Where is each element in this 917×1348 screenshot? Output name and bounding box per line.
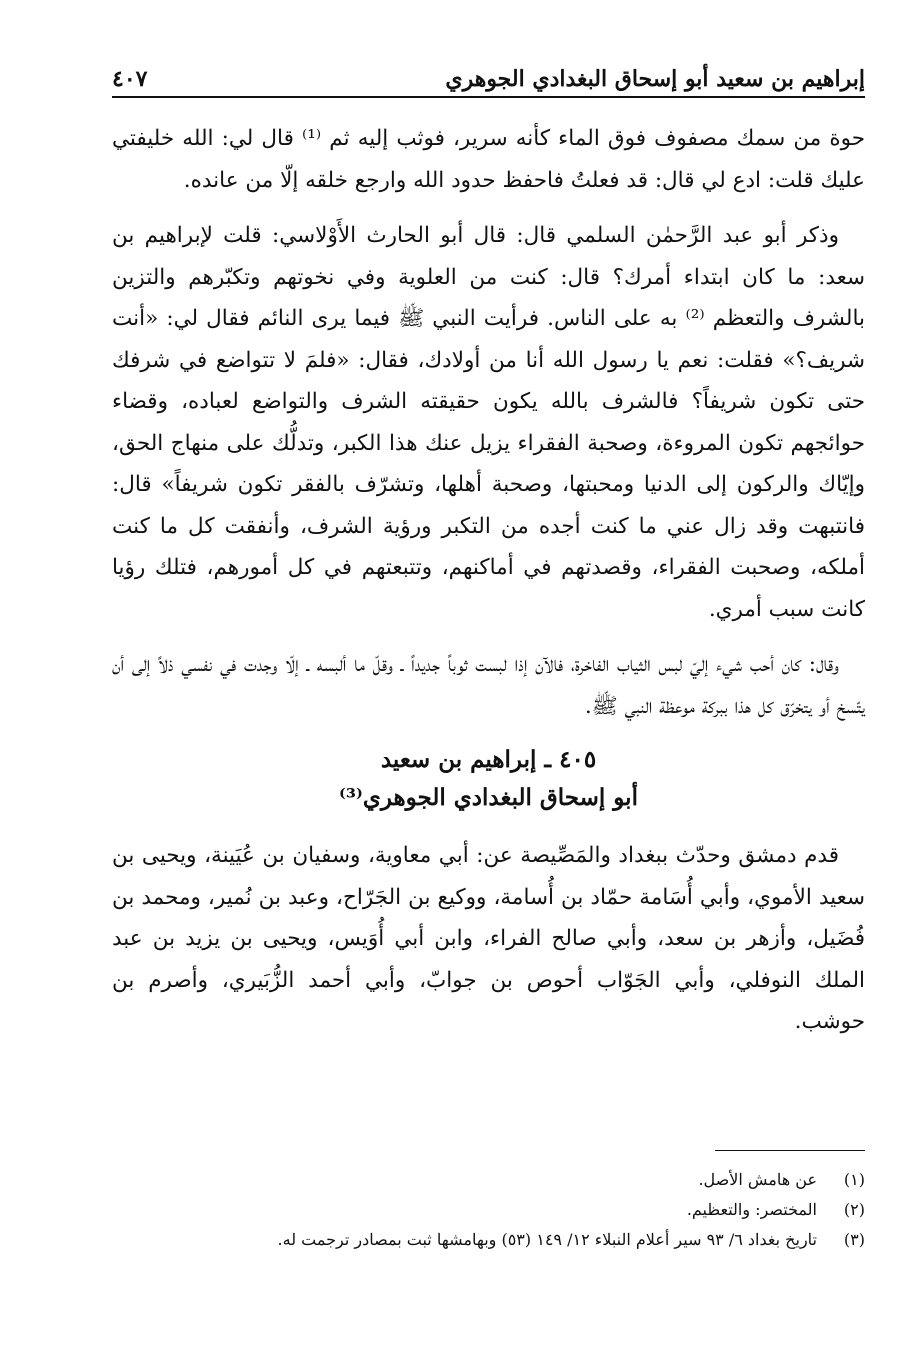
footnote-number: (١)	[843, 1170, 865, 1189]
footnote-1	[112, 1165, 865, 1195]
footnote-2	[112, 1195, 865, 1225]
page-number: ٤٠٧	[112, 66, 148, 92]
footnote-text: عن هامش الأصل.	[698, 1170, 817, 1189]
entry-heading-kunya: أبو إسحاق البغدادي الجوهري⁽³⁾	[339, 784, 638, 811]
page-body	[112, 118, 865, 1057]
paragraph-narration: وذكر أبو عبد الرَّحمٰن السلمي قال: قال أبو الحارث الأَوْلاسي: قلت لإبراهيم بن سعد: ما كان ابتداء أمرك؟ قال: كنت من العلوية وفي نخوتهم وتكبّرهم والتزين بالشرف والتعظم ⁽²⁾ به على الناس. فرأيت النبي ﷺ فيما يرى النائم فقال لي: «أنت شريف؟» فقلت: نعم يا رسول الله أنا من أولادك، فقال: «فلمَ لا تتواضع في شرفك حتى تكون شريفاً؟ فالشرف بالله يكون حقيقته الشرف والتواضع لعباده، وقضاء حوائجهم تكون المروءة، وصحبة الفقراء يزيل عنك هذا الكبر، وتدلُّك على منهاج الحق، وإيّاك والركون إلى الدنيا ومحبتها، وصحبة أهلها، وتشرّف بالفقر تكون شريفاً» قال: فانتبهت وقد زال عني ما كنت أجده من التكبر ورؤية الشرف، وأنفقت كل ما كنت أملكه، وصحبت الفقراء، وقصدتهم في أماكنهم، وتتبعتهم في كل أمورهم، فتلك رؤيا كانت سبب أمري.	[112, 223, 866, 622]
page-header	[112, 56, 865, 98]
footnote-divider	[715, 1150, 865, 1151]
paragraph-clothing: وقال: كان أحب شيء إليّ لبس الثياب الفاخرة، فالآن إذا لبست ثوباً جديداً ـ وقلّ ما ألبسه ـ إلّا وجدت في نفسي ذلاً إلى أن يتّسخ أو يتخرّق كل هذا ببركة موعظة النبي ﷺ.	[112, 652, 865, 719]
entry-text: قدم دمشق وحدّث ببغداد والمَصِّيصة عن: أبي معاوية، وسفيان بن عُيَينة، ويحيى بن سعيد الأموي، وأبي أُسَامة حمّاد بن أُسامة، ووكيع بن الجَرّاح، وعبد بن نُمير، ومحمد بن فُضَيل، وأزهر بن سعد، وأبي صالح الفراء، وابن أبي أُوَيس، ويحيى بن يزيد بن عبد الملك النوفلي، وأبي الجَوّاب أحوص بن جوابّ، وأبي أحمد الزُّبَيري، وأصرم بن حوشب.	[112, 843, 865, 1034]
footnote-3	[112, 1225, 865, 1255]
footnote-text: تاريخ بغداد ٦/ ٩٣ سير أعلام النبلاء ١٢/ ١٤٩ (٥٣) وبهامشها ثبت بمصادر ترجمت له.	[277, 1230, 817, 1249]
footnote-number: (٢)	[843, 1200, 865, 1219]
running-title: إبراهيم بن سعيد أبو إسحاق البغدادي الجوهري	[445, 66, 865, 92]
entry-heading-number-name: ٤٠٥ ـ إبراهيم بن سعيد	[380, 746, 597, 773]
footnote-text: المختصر: والتعظيم.	[686, 1200, 817, 1219]
footnotes	[112, 1150, 865, 1255]
paragraph-continuation: حوة من سمك مصفوف فوق الماء كأنه سرير، فوثب إليه ثم ⁽¹⁾ قال لي: الله خليفتي عليك قلت: ادع لي قال: قد فعلتُ فاحفظ حدود الله وارجع خلقه إلّا من عانده.	[112, 126, 865, 193]
footnote-number: (٣)	[843, 1230, 865, 1249]
